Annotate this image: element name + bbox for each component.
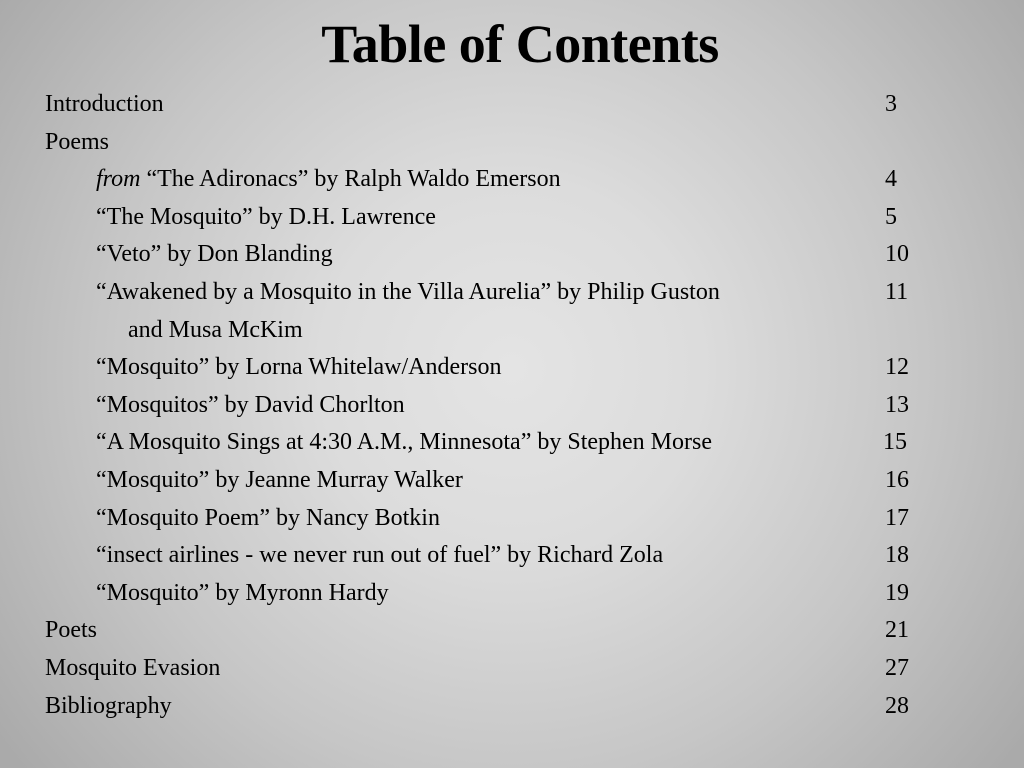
toc-entry-page: 13 [885,391,909,418]
toc-entry-mosquitos-chorlton [0,387,1024,425]
toc-entry-page: 5 [885,203,897,230]
toc-entry-bibliography [0,688,1024,726]
toc-entry-veto [0,236,1024,274]
toc-entry-page: 15 [883,429,907,456]
toc-entry-awakened [0,274,1024,312]
toc-entry-page: 18 [885,542,909,569]
toc-entry-label: Poets [45,617,98,644]
toc-entry-mosquito-whitelaw [0,349,1024,387]
toc-entry-label: “Mosquito” by Myronn Hardy [96,579,389,606]
toc-entry-awakened-continuation [0,312,1024,350]
toc-entry-page: 10 [885,241,909,268]
toc-entry-label: “Mosquitos” by David Chorlton [96,391,405,418]
toc-entry-label: “Mosquito” by Jeanne Murray Walker [96,466,463,493]
toc-entry-page: 4 [885,166,897,193]
toc-entry-poets [0,612,1024,650]
toc-entry-prefix: from [96,166,141,193]
toc-entry-page: 3 [885,91,897,117]
toc-entry-page: 17 [885,504,909,531]
toc-entry-label: Bibliography [45,692,172,719]
toc-entry-label: “Mosquito Poem” by Nancy Botkin [96,504,440,531]
toc-section-poems [0,124,1024,162]
toc-entry-page: 12 [885,354,909,381]
toc-entry-mosquito-poem [0,500,1024,538]
table-of-contents [0,86,1024,725]
toc-entry-label: “Awakened by a Mosquito in the Villa Aurelia” by Philip Guston [96,278,720,305]
toc-entry-mosquito-evasion [0,650,1024,688]
toc-entry-page: 27 [885,654,909,681]
toc-entry-label: “Mosquito” by Lorna Whitelaw/Anderson [96,354,502,381]
toc-entry-mosquito-lawrence [0,199,1024,237]
toc-entry-page: 11 [885,278,909,305]
toc-entry-introduction [0,86,1024,124]
toc-entry-adironacs [0,161,1024,199]
toc-entry-label: Poems [45,128,110,155]
toc-entry-page: 19 [885,579,909,606]
toc-entry-label: “A Mosquito Sings at 4:30 A.M., Minnesota” by Stephen Morse [96,429,712,456]
toc-entry-page: 21 [885,617,909,644]
toc-entry-label-continuation: and Musa McKim [128,316,303,343]
page-title: Table of Contents [321,14,719,74]
toc-entry-page: 28 [885,692,909,719]
toc-entry-label: Mosquito Evasion [45,654,221,681]
toc-entry-mosquito-hardy [0,575,1024,613]
toc-entry-mosquito-sings [0,424,1024,462]
toc-entry-label: Introduction [45,91,164,117]
toc-entry-mosquito-walker [0,462,1024,500]
toc-entry-page: 16 [885,466,909,493]
toc-entry-label: “Veto” by Don Blanding [96,241,333,268]
toc-entry-label: “insect airlines - we never run out of fuel” by Richard Zola [96,542,664,569]
toc-entry-insect-airlines [0,537,1024,575]
toc-entry-title: “The Adironacs” by Ralph Waldo Emerson [140,166,561,193]
toc-entry-label: “The Mosquito” by D.H. Lawrence [96,203,436,230]
toc-entry-label [96,161,561,199]
